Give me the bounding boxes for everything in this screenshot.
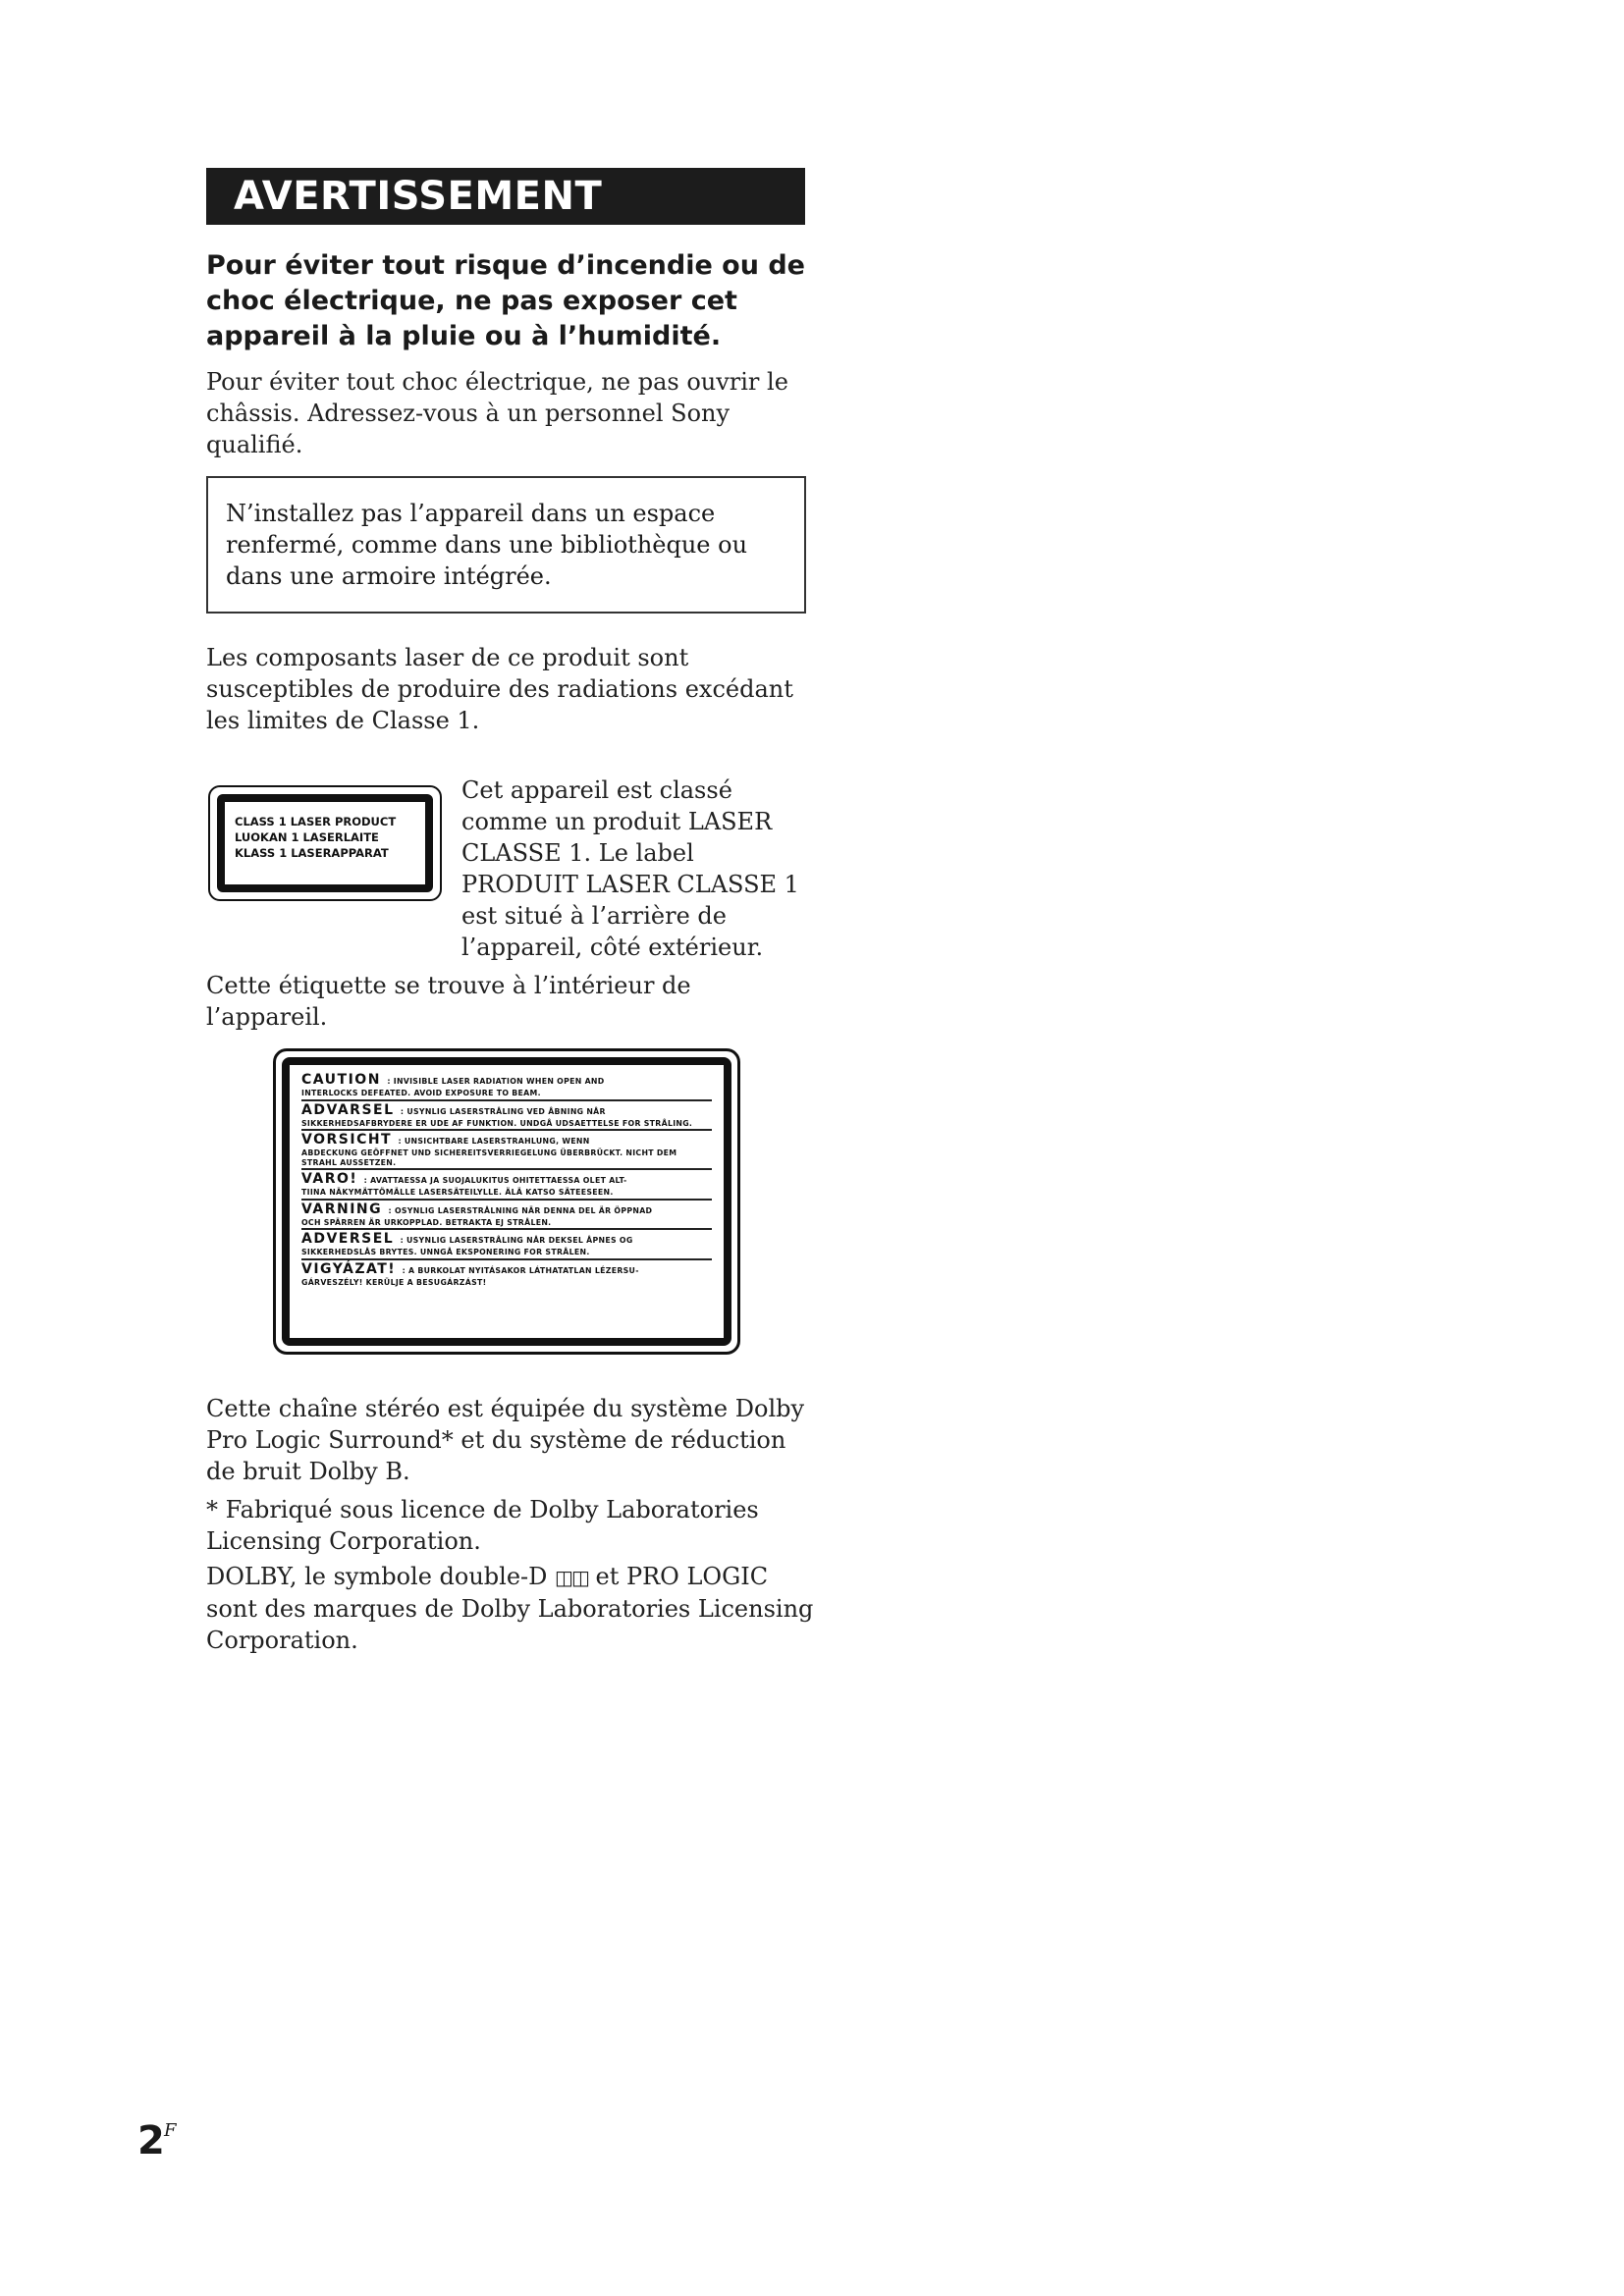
dolby-double-d-icon: ◫◫: [555, 1566, 588, 1589]
class1-laser-label: [208, 785, 442, 901]
trademark-text-before: DOLBY, le symbole double-D: [206, 1563, 548, 1590]
trademark-text-after: et PRO LOGIC sont des marques de Dolby Laboratories Licensing Corporation.: [206, 1563, 814, 1654]
class1-label-line: CLASS 1 LASER PRODUCT: [235, 815, 397, 828]
trademark-paragraph: [206, 1561, 815, 1656]
caution-entry-inline: : AVATTAESSA JA SUOJALUKITUS OHITETTAESSA OLET ALT-: [363, 1176, 627, 1185]
caution-entry: [301, 1129, 712, 1167]
caution-entry: [301, 1073, 712, 1098]
caution-entry-title: VORSICHT: [301, 1132, 393, 1148]
class1-description: Cet appareil est classé comme un produit LASER CLASSE 1. Le label PRODUIT LASER CLASSE 1 est situé à l’arrière de l’appareil, côté extérieur.: [461, 776, 799, 961]
caution-entry-inline: : OSYNLIG LASERSTRÅLNING NÄR DENNA DEL ÄR ÖPPNAD: [388, 1205, 653, 1215]
dolby-paragraph: Cette chaîne stéréo est équipée du système Dolby Pro Logic Surround* et du système de réduction de bruit Dolby B.: [206, 1395, 805, 1485]
banner-title: AVERTISSEMENT: [234, 174, 603, 219]
caution-entry-title: VARNING: [301, 1201, 383, 1217]
caution-entry: [301, 1168, 712, 1198]
caution-laser-label: [273, 1048, 740, 1355]
caution-entry-text: SIKKERHEDSLÅS BRYTES. UNNGÅ EKSPONERING FOR STRÅLEN.: [301, 1248, 590, 1256]
warning-banner: [206, 168, 805, 225]
caution-entry: [301, 1099, 712, 1129]
caution-entry: [301, 1228, 712, 1257]
caution-entry: [301, 1258, 712, 1288]
caution-entry-inline: : INVISIBLE LASER RADIATION WHEN OPEN AND: [387, 1077, 605, 1086]
caution-entry-text: INTERLOCKS DEFEATED. AVOID EXPOSURE TO BEAM.: [301, 1089, 541, 1097]
caution-entry-inline: : A BURKOLAT NYITÁSAKOR LÁTHATATLAN LÉZERSU-: [402, 1265, 639, 1275]
caution-entry-inline: : USYNLIG LASERSTRÅLING NÅR DEKSEL ÅPNES OG: [400, 1236, 633, 1245]
caution-entry-text: TIINA NÄKYMÄTTÖMÄLLE LASERSÄTEILYLLE. ÄLÄ KATSO SÄTEESEEN.: [301, 1188, 614, 1197]
installation-notice-box: [206, 476, 806, 614]
class1-label-line: KLASS 1 LASERAPPARAT: [235, 846, 389, 860]
caution-entry-text: ABDECKUNG GEÖFFNET UND SICHEREITSVERRIEGELUNG ÜBERBRÜCKT. NICHT DEM STRAHL AUSSETZEN.: [301, 1148, 677, 1167]
laser-paragraph: Les composants laser de ce produit sont susceptibles de produire des radiations excédant les limites de Classe 1.: [206, 644, 793, 734]
class1-label-line: LUOKAN 1 LASERLAITE: [235, 830, 379, 844]
caution-entry-inline: : UNSICHTBARE LASERSTRAHLUNG, WENN: [398, 1137, 590, 1146]
caution-entry-title: ADVERSEL: [301, 1231, 395, 1247]
warning-heading: Pour éviter tout risque d’incendie ou de choc électrique, ne pas exposer cet appareil à la pluie ou à l’humidité.: [206, 250, 805, 351]
caution-entry: [301, 1199, 712, 1228]
caution-entry-title: VIGYÁZAT!: [301, 1260, 397, 1277]
shock-paragraph: Pour éviter tout choc électrique, ne pas ouvrir le châssis. Adressez-vous à un personnel Sony qualifié.: [206, 368, 788, 458]
caution-entry-inline: : USYNLIG LASERSTRÅLING VED ÅBNING NÅR: [400, 1106, 606, 1116]
page-number: 2: [137, 2118, 165, 2163]
installation-notice-text: N’installez pas l’appareil dans un espace renfermé, comme dans une bibliothèque ou dans une armoire intégrée.: [226, 500, 748, 590]
caution-entry-text: SIKKERHEDSAFBRYDERE ER UDE AF FUNKTION. UNDGÅ UDSAETTELSE FOR STRÅLING.: [301, 1118, 693, 1128]
inside-label-note: Cette étiquette se trouve à l’intérieur de l’appareil.: [206, 972, 691, 1031]
caution-entry-text: OCH SPÄRREN ÄR URKOPPLAD. BETRAKTA EJ STRÅLEN.: [301, 1217, 552, 1227]
caution-entry-text: GÁRVESZÉLY! KERÜLJE A BESUGÁRZÁST!: [301, 1277, 487, 1287]
licence-paragraph: * Fabriqué sous licence de Dolby Laboratories Licensing Corporation.: [206, 1496, 759, 1555]
caution-entry-title: CAUTION: [301, 1072, 381, 1088]
caution-entry-title: ADVARSEL: [301, 1101, 395, 1118]
page-language-suffix: F: [164, 2120, 177, 2141]
caution-entry-title: VARO!: [301, 1171, 358, 1187]
